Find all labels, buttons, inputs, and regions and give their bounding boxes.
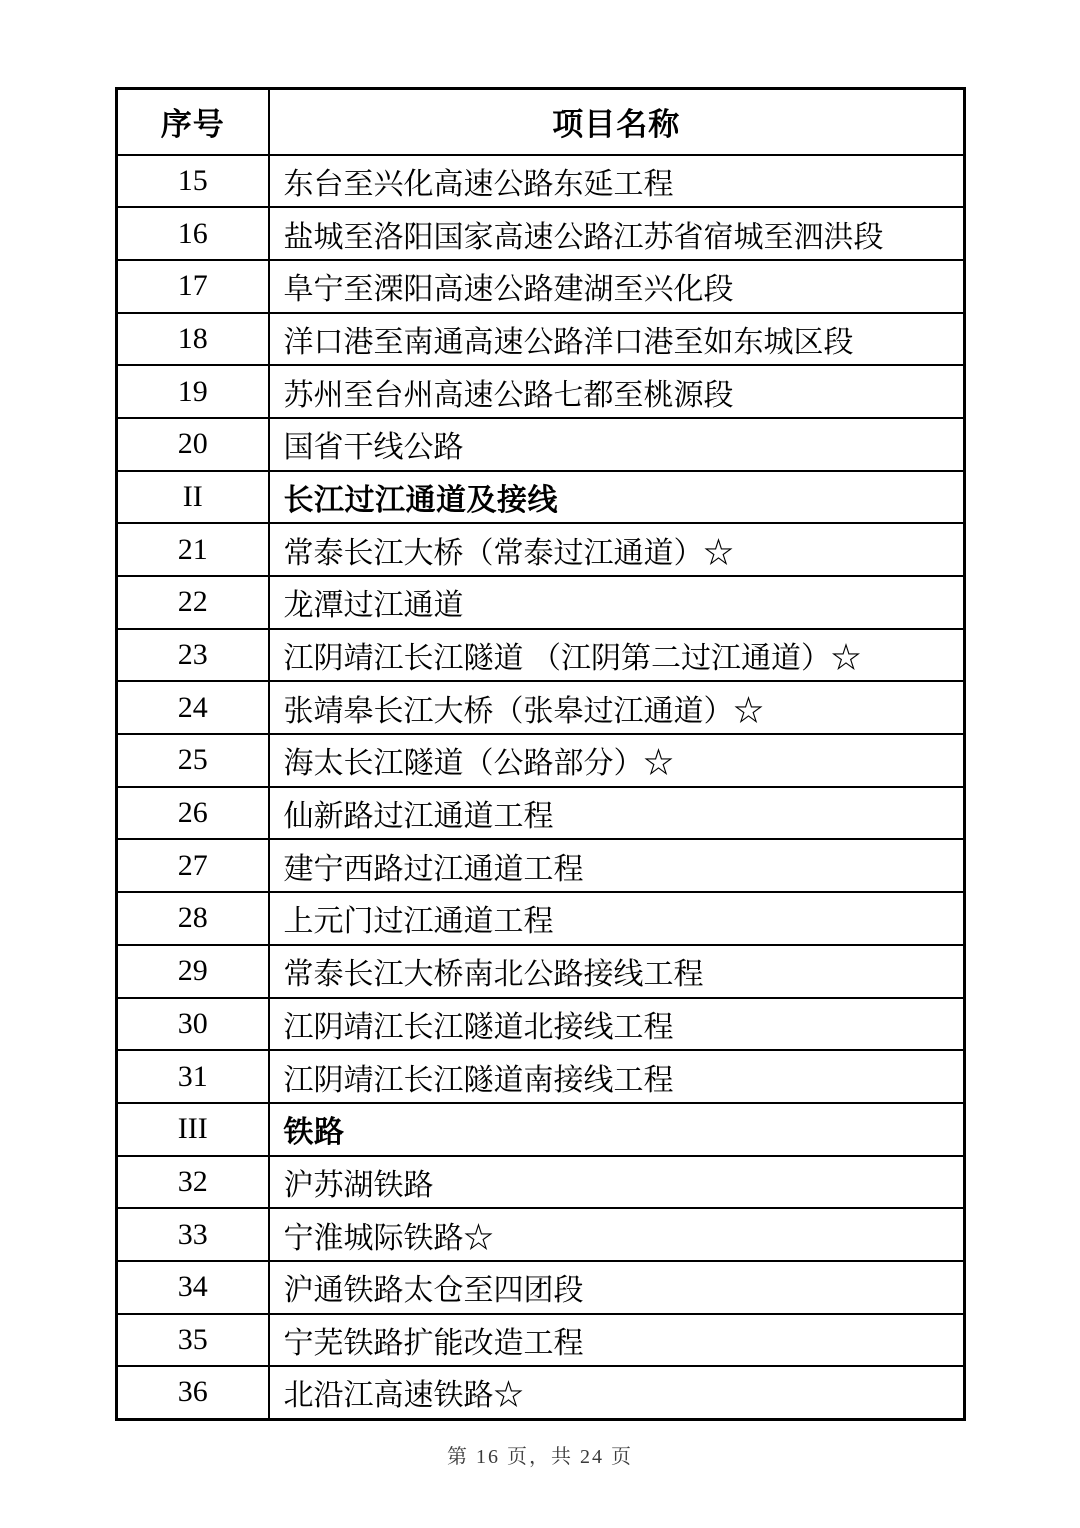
project-name: 上元门过江通道工程 (269, 892, 965, 945)
section-row (117, 471, 965, 524)
project-name: 铁路 (269, 1103, 965, 1156)
project-name: 张靖皋长江大桥（张皋过江通道）☆ (269, 681, 965, 734)
table-row (117, 155, 965, 208)
row-number: 15 (117, 155, 269, 208)
project-name: 常泰长江大桥南北公路接线工程 (269, 945, 965, 998)
row-number: 16 (117, 207, 269, 260)
table-row (117, 207, 965, 260)
table-row (117, 1156, 965, 1209)
project-name: 国省干线公路 (269, 418, 965, 471)
table-row (117, 523, 965, 576)
project-name: 建宁西路过江通道工程 (269, 839, 965, 892)
row-number: 31 (117, 1050, 269, 1103)
project-name: 仙新路过江通道工程 (269, 787, 965, 840)
project-name: 东台至兴化高速公路东延工程 (269, 155, 965, 208)
row-number: 35 (117, 1314, 269, 1367)
project-name: 龙潭过江通道 (269, 576, 965, 629)
project-name: 沪通铁路太仓至四团段 (269, 1261, 965, 1314)
column-header-serial-number: 序号 (117, 89, 269, 155)
row-number: 20 (117, 418, 269, 471)
row-number: 18 (117, 313, 269, 366)
table-row (117, 1208, 965, 1261)
project-name: 沪苏湖铁路 (269, 1156, 965, 1209)
row-number: 17 (117, 260, 269, 313)
table-row (117, 892, 965, 945)
row-number: 22 (117, 576, 269, 629)
project-name: 阜宁至溧阳高速公路建湖至兴化段 (269, 260, 965, 313)
row-number: 32 (117, 1156, 269, 1209)
project-name: 常泰长江大桥（常泰过江通道）☆ (269, 523, 965, 576)
table-row (117, 313, 965, 366)
table-row (117, 1366, 965, 1419)
row-number: 28 (117, 892, 269, 945)
table-row (117, 418, 965, 471)
table-row (117, 260, 965, 313)
project-name: 江阴靖江长江隧道北接线工程 (269, 998, 965, 1051)
table-row (117, 629, 965, 682)
row-number: 34 (117, 1261, 269, 1314)
table-row (117, 1314, 965, 1367)
row-number: 21 (117, 523, 269, 576)
row-number: II (117, 471, 269, 524)
table-row (117, 839, 965, 892)
column-header-project-name: 项目名称 (269, 89, 965, 155)
row-number: 30 (117, 998, 269, 1051)
table-row (117, 734, 965, 787)
project-name: 江阴靖江长江隧道 （江阴第二过江通道）☆ (269, 629, 965, 682)
row-number: 23 (117, 629, 269, 682)
table-row (117, 576, 965, 629)
row-number: III (117, 1103, 269, 1156)
project-name: 海太长江隧道（公路部分）☆ (269, 734, 965, 787)
project-name: 北沿江高速铁路☆ (269, 1366, 965, 1419)
project-table (115, 87, 966, 1421)
table-row (117, 681, 965, 734)
project-name: 长江过江通道及接线 (269, 471, 965, 524)
row-number: 27 (117, 839, 269, 892)
section-row (117, 1103, 965, 1156)
table-header-row (117, 89, 965, 155)
table-row (117, 1261, 965, 1314)
page-number-text: 第 16 页，共 24 页 (447, 1446, 633, 1468)
table-row (117, 1050, 965, 1103)
row-number: 33 (117, 1208, 269, 1261)
project-name: 宁淮城际铁路☆ (269, 1208, 965, 1261)
project-name: 盐城至洛阳国家高速公路江苏省宿城至泗洪段 (269, 207, 965, 260)
table-row (117, 998, 965, 1051)
project-name: 江阴靖江长江隧道南接线工程 (269, 1050, 965, 1103)
row-number: 29 (117, 945, 269, 998)
page-footer (0, 1440, 1080, 1469)
table-row (117, 365, 965, 418)
table-row (117, 787, 965, 840)
table-row (117, 945, 965, 998)
row-number: 26 (117, 787, 269, 840)
project-name: 洋口港至南通高速公路洋口港至如东城区段 (269, 313, 965, 366)
row-number: 36 (117, 1366, 269, 1419)
project-name: 苏州至台州高速公路七都至桃源段 (269, 365, 965, 418)
row-number: 19 (117, 365, 269, 418)
project-name: 宁芜铁路扩能改造工程 (269, 1314, 965, 1367)
row-number: 25 (117, 734, 269, 787)
row-number: 24 (117, 681, 269, 734)
